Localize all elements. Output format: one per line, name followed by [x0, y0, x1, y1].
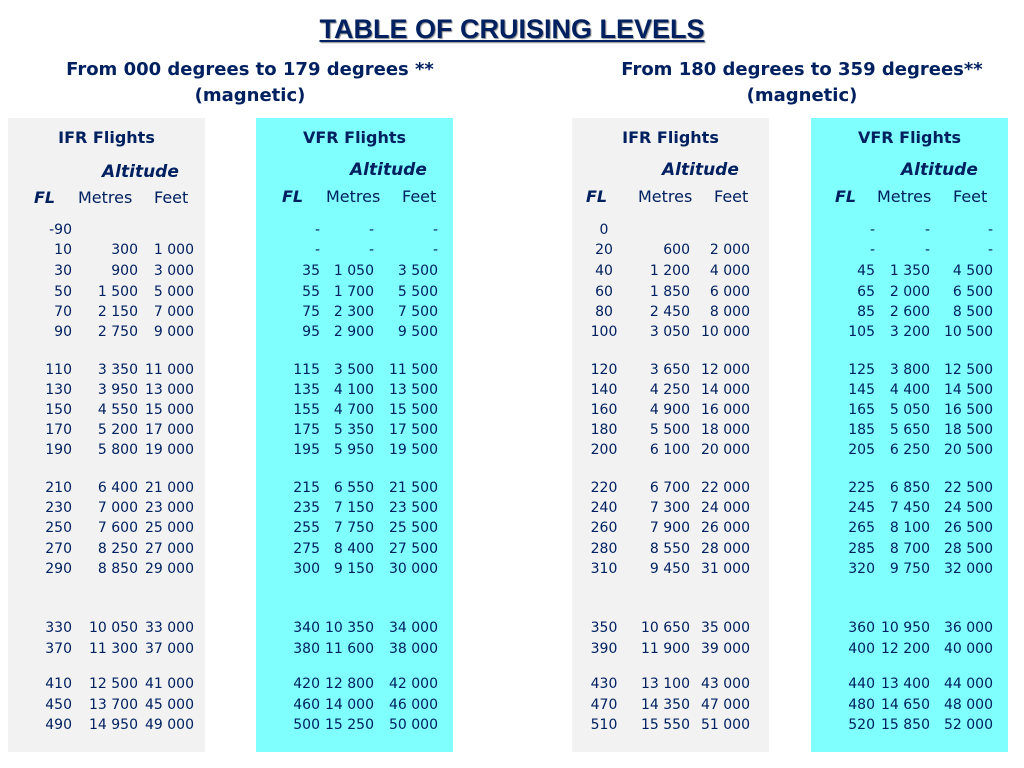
feet-header: Feet [953, 187, 988, 206]
fl-cell: 360 [848, 620, 875, 636]
fl-cell: 200 [590, 442, 618, 458]
feet-cell: 12 500 [944, 362, 993, 378]
feet-cell: 11 500 [389, 362, 438, 378]
metres-cell: 10 350 [325, 620, 374, 636]
metres-cell: - [924, 222, 930, 238]
metres-cell: 14 650 [881, 697, 930, 713]
fl-cell: 310 [590, 561, 618, 577]
fl-cell: 215 [293, 480, 320, 496]
metres-cell: 3 650 [649, 362, 690, 378]
feet-cell: 36 000 [944, 620, 993, 636]
feet-cell: 35 000 [701, 620, 750, 636]
feet-cell: 3 500 [397, 263, 438, 279]
metres-cell [626, 220, 690, 240]
fl-cell: 35 [302, 263, 320, 279]
fl-cell: 145 [848, 382, 875, 398]
feet-cell: 23 500 [389, 500, 438, 516]
feet-header: Feet [154, 188, 189, 207]
fl-cell: 125 [848, 362, 875, 378]
fl-cell: 165 [848, 402, 875, 418]
fl-cell: 400 [848, 641, 875, 657]
metres-cell: 4 900 [649, 402, 690, 418]
feet-cell: 48 000 [944, 697, 993, 713]
metres-cell: 2 300 [333, 304, 374, 320]
feet-cell: 30 000 [389, 561, 438, 577]
fl-header: FL [835, 187, 857, 206]
fl-cell: 140 [590, 382, 618, 398]
feet-cell: 44 000 [944, 676, 993, 692]
fl-cell: 195 [293, 442, 320, 458]
metres-cell: 6 550 [333, 480, 374, 496]
metres-cell: 8 400 [333, 541, 374, 557]
metres-cell [74, 220, 138, 240]
metres-cell: 1 850 [649, 284, 690, 300]
feet-cell: 10 500 [944, 324, 993, 340]
fl-cell: 330 [45, 620, 72, 636]
feet-cell: 37 000 [145, 641, 194, 657]
fl-cell: 190 [45, 442, 72, 458]
fl-cell: 70 [54, 304, 72, 320]
feet-cell: 28 500 [944, 541, 993, 557]
fl-cell: 30 [54, 263, 72, 279]
feet-cell: 46 000 [389, 697, 438, 713]
feet-cell: 22 000 [701, 480, 750, 496]
metres-cell: 2 000 [889, 284, 930, 300]
feet-cell: 16 000 [701, 402, 750, 418]
metres-cell: 5 350 [333, 422, 374, 438]
panel-ifr-eastbound [8, 118, 205, 752]
feet-cell: 11 000 [145, 362, 194, 378]
feet-cell: 17 500 [389, 422, 438, 438]
feet-cell: 26 000 [701, 520, 750, 536]
fl-header: FL [34, 188, 56, 207]
metres-cell: 7 900 [649, 520, 690, 536]
fl-cell: 440 [848, 676, 875, 692]
feet-cell: 15 000 [145, 402, 194, 418]
fl-cell: 280 [590, 541, 618, 557]
feet-cell: 28 000 [701, 541, 750, 557]
fl-cell: 240 [590, 500, 618, 516]
metres-cell: 15 850 [881, 717, 930, 733]
metres-cell: 2 600 [889, 304, 930, 320]
metres-cell: 2 150 [97, 304, 138, 320]
fl-cell: 40 [595, 263, 613, 279]
fl-cell: 480 [848, 697, 875, 713]
fl-cell: 170 [45, 422, 72, 438]
fl-cell: 390 [590, 641, 618, 657]
metres-cell: 6 100 [649, 442, 690, 458]
fl-cell: 160 [590, 402, 618, 418]
feet-cell: 16 500 [944, 402, 993, 418]
feet-cell: 24 500 [944, 500, 993, 516]
fl-cell: -90 [49, 222, 72, 238]
heading-westbound-line2: (magnetic) [746, 85, 858, 106]
panel-vfr-westbound [811, 118, 1008, 752]
fl-cell: 500 [293, 717, 320, 733]
fl-cell: 130 [45, 382, 72, 398]
metres-cell: 15 550 [641, 717, 690, 733]
metres-cell: 9 150 [333, 561, 374, 577]
feet-cell: 26 500 [944, 520, 993, 536]
feet-cell: 19 000 [145, 442, 194, 458]
feet-cell: 21 000 [145, 480, 194, 496]
metres-cell: 3 950 [97, 382, 138, 398]
fl-cell: 85 [857, 304, 875, 320]
metres-cell: 7 600 [97, 520, 138, 536]
fl-cell: 45 [857, 263, 875, 279]
metres-cell: 12 500 [89, 676, 138, 692]
fl-cell: 285 [848, 541, 875, 557]
feet-cell: 18 000 [701, 422, 750, 438]
metres-cell: 3 500 [333, 362, 374, 378]
feet-cell: 47 000 [701, 697, 750, 713]
heading-westbound [592, 57, 1012, 109]
fl-cell: 105 [848, 324, 875, 340]
feet-cell: 32 000 [944, 561, 993, 577]
panel-vfr-eastbound [256, 118, 453, 752]
feet-cell: 38 000 [389, 641, 438, 657]
feet-cell: 33 000 [145, 620, 194, 636]
fl-cell: 470 [590, 697, 618, 713]
metres-cell: 13 700 [89, 697, 138, 713]
feet-cell: 20 500 [944, 442, 993, 458]
fl-cell: 460 [293, 697, 320, 713]
fl-cell: 300 [293, 561, 320, 577]
fl-cell: 260 [590, 520, 618, 536]
metres-cell: 6 400 [97, 480, 138, 496]
metres-cell: 10 650 [641, 620, 690, 636]
feet-cell: - [987, 242, 993, 258]
fl-cell: 520 [848, 717, 875, 733]
metres-cell: 5 050 [889, 402, 930, 418]
fl-cell: 380 [293, 641, 320, 657]
metres-cell: 4 250 [649, 382, 690, 398]
fl-cell: 220 [590, 480, 618, 496]
feet-cell [130, 220, 194, 240]
fl-cell: - [314, 242, 320, 258]
feet-cell: 14 500 [944, 382, 993, 398]
feet-cell: 1 000 [153, 242, 194, 258]
altitude-label: Altitude [102, 162, 179, 182]
metres-cell: 9 450 [649, 561, 690, 577]
panel-title: VFR Flights [302, 128, 407, 147]
metres-header: Metres [877, 187, 932, 206]
altitude-label: Altitude [350, 160, 427, 180]
feet-cell: 7 000 [153, 304, 194, 320]
feet-cell: 6 000 [709, 284, 750, 300]
metres-cell: 4 550 [97, 402, 138, 418]
fl-cell: 10 [54, 242, 72, 258]
feet-cell: - [432, 242, 438, 258]
metres-cell: 8 100 [889, 520, 930, 536]
metres-cell: 3 800 [889, 362, 930, 378]
metres-cell: 15 250 [325, 717, 374, 733]
feet-cell: 52 000 [944, 717, 993, 733]
feet-cell: 5 000 [153, 284, 194, 300]
feet-cell: 23 000 [145, 500, 194, 516]
panel-ifr-westbound [572, 118, 769, 752]
fl-cell: 290 [45, 561, 72, 577]
metres-cell: 11 900 [641, 641, 690, 657]
fl-cell: 90 [54, 324, 72, 340]
feet-cell: 20 000 [701, 442, 750, 458]
metres-cell: 1 350 [889, 263, 930, 279]
metres-cell: 8 550 [649, 541, 690, 557]
metres-cell: 1 500 [97, 284, 138, 300]
metres-cell: 5 950 [333, 442, 374, 458]
fl-cell: 225 [848, 480, 875, 496]
fl-cell: 110 [45, 362, 72, 378]
metres-header: Metres [638, 187, 693, 206]
feet-header: Feet [402, 187, 437, 206]
metres-cell: 3 050 [649, 324, 690, 340]
feet-cell: 27 000 [145, 541, 194, 557]
metres-cell: 7 450 [889, 500, 930, 516]
fl-cell: 210 [45, 480, 72, 496]
fl-cell: 180 [590, 422, 618, 438]
metres-cell: 2 900 [333, 324, 374, 340]
metres-cell: 8 700 [889, 541, 930, 557]
fl-cell: 0 [599, 222, 609, 238]
fl-cell: 410 [45, 676, 72, 692]
fl-cell: 490 [45, 717, 72, 733]
fl-cell: 235 [293, 500, 320, 516]
feet-header: Feet [714, 187, 749, 206]
fl-cell: 270 [45, 541, 72, 557]
metres-cell: 3 200 [889, 324, 930, 340]
metres-cell: 13 400 [881, 676, 930, 692]
feet-cell: 27 500 [389, 541, 438, 557]
fl-cell: 55 [302, 284, 320, 300]
metres-cell: 5 800 [97, 442, 138, 458]
feet-cell: 29 000 [145, 561, 194, 577]
fl-cell: 430 [590, 676, 618, 692]
fl-cell: 75 [302, 304, 320, 320]
fl-header: FL [282, 187, 304, 206]
metres-cell: 2 450 [649, 304, 690, 320]
fl-cell: 80 [595, 304, 613, 320]
fl-cell: 255 [293, 520, 320, 536]
fl-cell: 185 [848, 422, 875, 438]
feet-cell: 4 500 [952, 263, 993, 279]
feet-cell: 41 000 [145, 676, 194, 692]
metres-cell: 7 300 [649, 500, 690, 516]
fl-cell: 100 [590, 324, 618, 340]
fl-cell: 120 [590, 362, 618, 378]
heading-eastbound-line1: From 000 degrees to 179 degrees ** [66, 59, 434, 80]
heading-eastbound-line2: (magnetic) [194, 85, 306, 106]
metres-cell: 14 000 [325, 697, 374, 713]
fl-cell: 60 [595, 284, 613, 300]
feet-cell [686, 220, 750, 240]
fl-cell: - [869, 222, 875, 238]
metres-cell: 10 950 [881, 620, 930, 636]
fl-cell: 115 [293, 362, 320, 378]
metres-cell: 300 [111, 242, 138, 258]
panel-title: IFR Flights [622, 128, 719, 147]
feet-cell: - [432, 222, 438, 238]
feet-cell: 49 000 [145, 717, 194, 733]
feet-cell: 22 500 [944, 480, 993, 496]
fl-cell: - [869, 242, 875, 258]
metres-cell: 600 [663, 242, 690, 258]
feet-cell: 7 500 [397, 304, 438, 320]
feet-cell: 18 500 [944, 422, 993, 438]
metres-header: Metres [326, 187, 381, 206]
metres-cell: 900 [111, 263, 138, 279]
fl-cell: 95 [302, 324, 320, 340]
feet-cell: 8 500 [952, 304, 993, 320]
fl-cell: 420 [293, 676, 320, 692]
fl-cell: 275 [293, 541, 320, 557]
metres-cell: 7 000 [97, 500, 138, 516]
feet-cell: - [987, 222, 993, 238]
feet-cell: 25 500 [389, 520, 438, 536]
metres-cell: 5 500 [649, 422, 690, 438]
metres-header: Metres [78, 188, 133, 207]
fl-cell: 175 [293, 422, 320, 438]
metres-cell: 4 400 [889, 382, 930, 398]
fl-cell: 340 [293, 620, 320, 636]
metres-cell: 8 850 [97, 561, 138, 577]
metres-cell: 1 700 [333, 284, 374, 300]
metres-cell: 12 800 [325, 676, 374, 692]
feet-cell: 17 000 [145, 422, 194, 438]
feet-cell: 3 000 [153, 263, 194, 279]
page-title: TABLE OF CRUISING LEVELS [319, 14, 705, 44]
feet-cell: 45 000 [145, 697, 194, 713]
metres-cell: 1 050 [333, 263, 374, 279]
feet-cell: 4 000 [709, 263, 750, 279]
metres-cell: 12 200 [881, 641, 930, 657]
metres-cell: 5 650 [889, 422, 930, 438]
feet-cell: 14 000 [701, 382, 750, 398]
feet-cell: 2 000 [709, 242, 750, 258]
feet-cell: 50 000 [389, 717, 438, 733]
feet-cell: 34 000 [389, 620, 438, 636]
metres-cell: 2 750 [97, 324, 138, 340]
fl-header: FL [586, 187, 608, 206]
fl-cell: 205 [848, 442, 875, 458]
metres-cell: 7 150 [333, 500, 374, 516]
feet-cell: 9 500 [397, 324, 438, 340]
metres-cell: 4 100 [333, 382, 374, 398]
fl-cell: 350 [590, 620, 618, 636]
feet-cell: 13 500 [389, 382, 438, 398]
metres-cell: 11 600 [325, 641, 374, 657]
feet-cell: 39 000 [701, 641, 750, 657]
metres-cell: 14 350 [641, 697, 690, 713]
metres-cell: - [368, 242, 374, 258]
metres-cell: 7 750 [333, 520, 374, 536]
feet-cell: 12 000 [701, 362, 750, 378]
feet-cell: 8 000 [709, 304, 750, 320]
metres-cell: 6 700 [649, 480, 690, 496]
feet-cell: 21 500 [389, 480, 438, 496]
fl-cell: 370 [45, 641, 72, 657]
metres-cell: - [368, 222, 374, 238]
heading-westbound-line1: From 180 degrees to 359 degrees** [621, 59, 983, 80]
feet-cell: 40 000 [944, 641, 993, 657]
metres-cell: 9 750 [889, 561, 930, 577]
fl-cell: 320 [848, 561, 875, 577]
metres-cell: 14 950 [89, 717, 138, 733]
feet-cell: 25 000 [145, 520, 194, 536]
feet-cell: 13 000 [145, 382, 194, 398]
feet-cell: 31 000 [701, 561, 750, 577]
metres-cell: 5 200 [97, 422, 138, 438]
panel-title: VFR Flights [857, 128, 962, 147]
feet-cell: 15 500 [389, 402, 438, 418]
feet-cell: 10 000 [701, 324, 750, 340]
metres-cell: 6 250 [889, 442, 930, 458]
fl-cell: 230 [45, 500, 72, 516]
fl-cell: 245 [848, 500, 875, 516]
feet-cell: 51 000 [701, 717, 750, 733]
metres-cell: 11 300 [89, 641, 138, 657]
altitude-label: Altitude [662, 160, 739, 180]
heading-eastbound [40, 57, 460, 109]
fl-cell: 65 [857, 284, 875, 300]
fl-cell: 135 [293, 382, 320, 398]
altitude-label: Altitude [901, 160, 978, 180]
feet-cell: 19 500 [389, 442, 438, 458]
metres-cell: 13 100 [641, 676, 690, 692]
metres-cell: 3 350 [97, 362, 138, 378]
metres-cell: 1 200 [649, 263, 690, 279]
fl-cell: 155 [293, 402, 320, 418]
panel-title: IFR Flights [58, 128, 155, 147]
feet-cell: 43 000 [701, 676, 750, 692]
fl-cell: 250 [45, 520, 72, 536]
fl-cell: - [314, 222, 320, 238]
fl-cell: 510 [590, 717, 618, 733]
metres-cell: 6 850 [889, 480, 930, 496]
feet-cell: 6 500 [952, 284, 993, 300]
metres-cell: 10 050 [89, 620, 138, 636]
fl-cell: 20 [595, 242, 613, 258]
fl-cell: 450 [45, 697, 72, 713]
fl-cell: 150 [45, 402, 72, 418]
metres-cell: 4 700 [333, 402, 374, 418]
fl-cell: 50 [54, 284, 72, 300]
feet-cell: 9 000 [153, 324, 194, 340]
metres-cell: - [924, 242, 930, 258]
fl-cell: 265 [848, 520, 875, 536]
feet-cell: 5 500 [397, 284, 438, 300]
feet-cell: 24 000 [701, 500, 750, 516]
feet-cell: 42 000 [389, 676, 438, 692]
metres-cell: 8 250 [97, 541, 138, 557]
